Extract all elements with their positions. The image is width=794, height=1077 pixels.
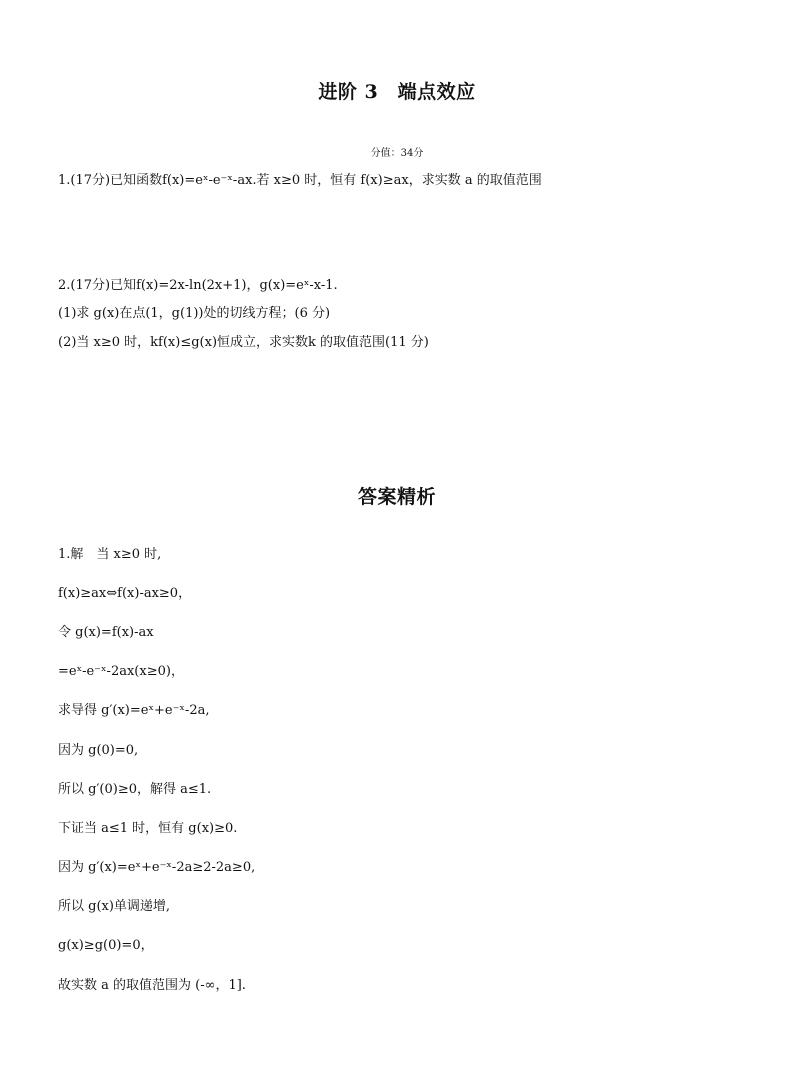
answer-section-title: 答案精析 xyxy=(357,486,436,508)
answer-line: 因为 g′(x)=eˣ+e⁻ˣ-2a≥2-2a≥0, xyxy=(58,860,256,875)
answer-line: =eˣ-e⁻ˣ-2ax(x≥0)， xyxy=(58,664,184,679)
answer-line: 下证当 a≤1 时，恒有 g(x)≥0. xyxy=(58,821,238,836)
answer-line: 求导得 g′(x)=eˣ+e⁻ˣ-2a, xyxy=(58,703,210,718)
question-1: 1.(17分)已知函数f(x)=eˣ-e⁻ˣ-ax.若 x≥0 时，恒有 f(x)≥ax，求实数 a 的取值范围 xyxy=(58,173,542,188)
score-label: 分值：34分 xyxy=(370,148,424,159)
question-2-part-1: (1)求 g(x)在点(1，g(1))处的切线方程；(6 分) xyxy=(58,306,331,321)
answer-line: 所以 g(x)单调递增, xyxy=(58,899,171,914)
answer-line: 所以 g′(0)≥0，解得 a≤1. xyxy=(58,782,212,797)
answer-line: 令 g(x)=f(x)-ax xyxy=(58,625,154,640)
answer-line: f(x)≥ax⇔f(x)-ax≥0， xyxy=(58,586,192,601)
answer-line: 1.解 当 x≥0 时, xyxy=(58,547,162,562)
answer-line: g(x)≥g(0)=0， xyxy=(58,938,154,953)
question-2-stem: 2.(17分)已知f(x)=2x-ln(2x+1)，g(x)=eˣ-x-1. xyxy=(58,278,338,293)
answer-line: 故实数 a 的取值范围为 (-∞，1]. xyxy=(58,978,246,993)
section-title: 进阶 3 端点效应 xyxy=(318,81,476,103)
question-2-part-2: (2)当 x≥0 时，kf(x)≤g(x)恒成立，求实数k 的取值范围(11 分) xyxy=(58,335,429,350)
answer-line: 因为 g(0)=0, xyxy=(58,743,139,758)
